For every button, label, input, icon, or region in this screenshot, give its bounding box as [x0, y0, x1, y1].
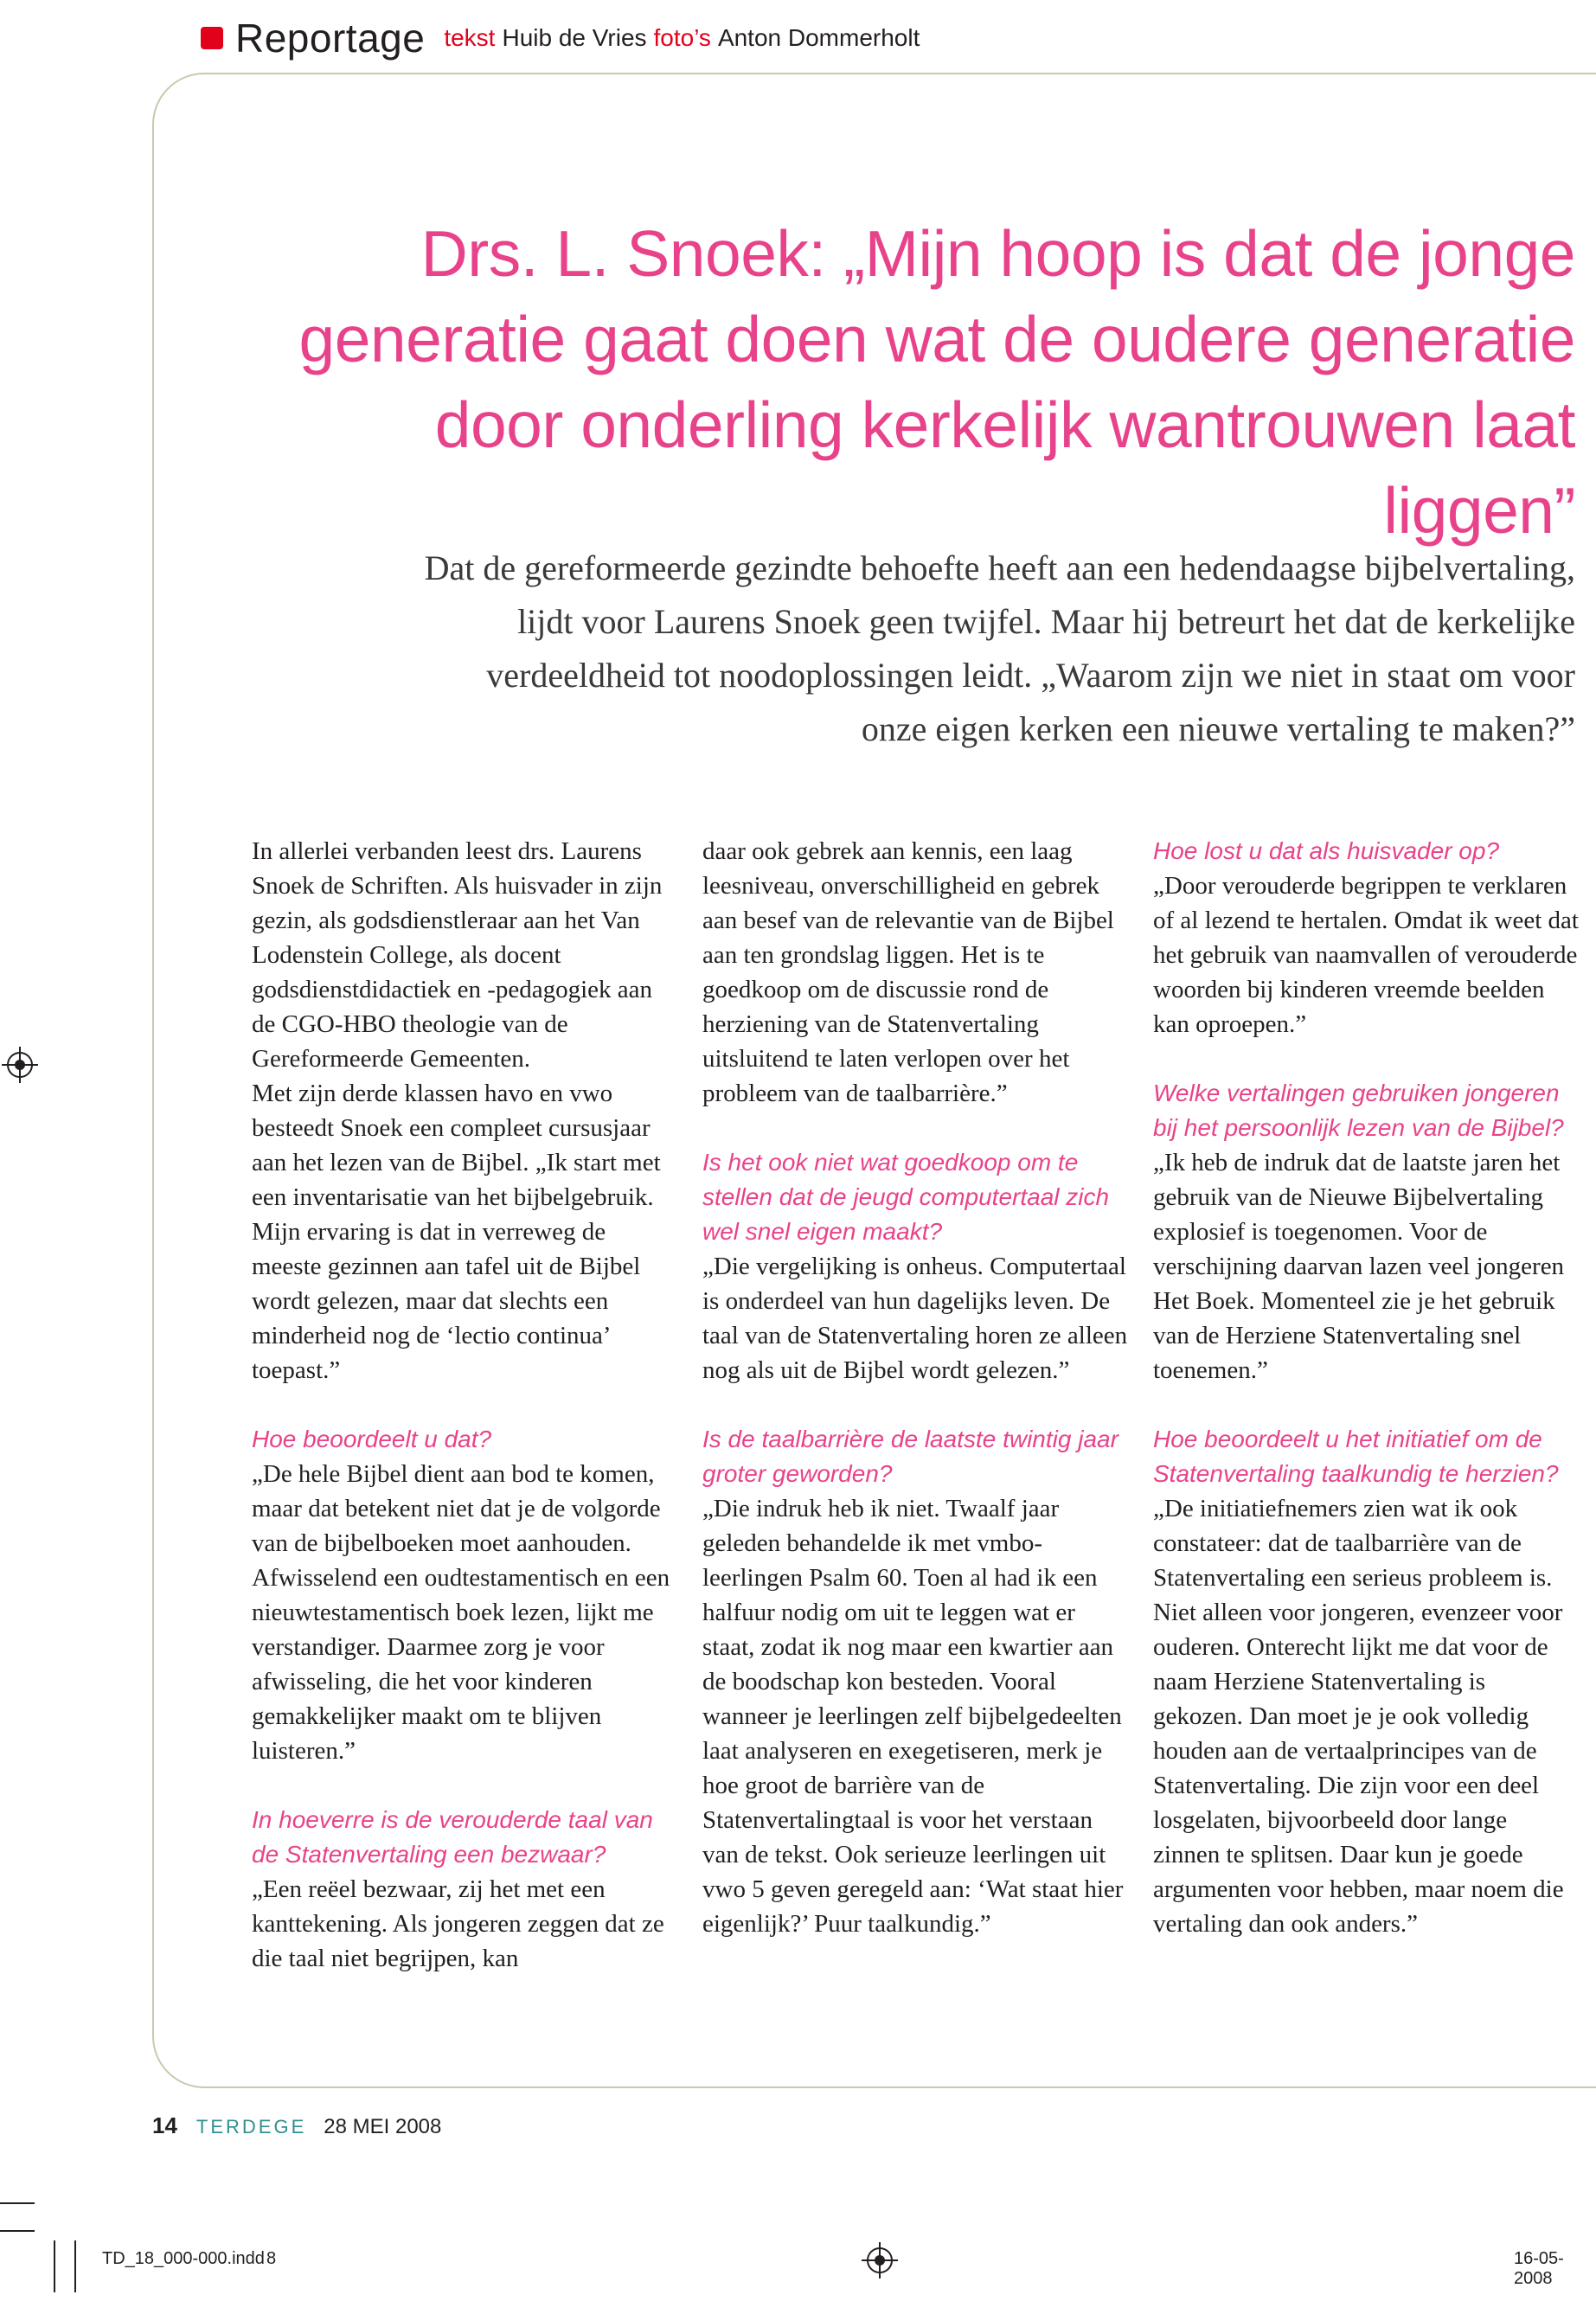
body-paragraph: daar ook gebrek aan kennis, een laag leesniveau, onverschilligheid en gebrek aan besef van de relevantie van de Bijbel aan ten grondslag liggen. Het is te goedkoop om de discussie rond de herziening van de Statenvertaling uitsluitend te laten verlopen over het probleem van de taalbarrière.”	[702, 837, 1114, 1107]
crop-mark	[74, 2240, 76, 2292]
page-number: 14	[152, 2112, 177, 2138]
slug-page: 8	[266, 2249, 277, 2268]
interview-answer: „De initiatiefnemers zien wat ik ook constateer: dat de taalbarrière van de Statenvertaling een serieus probleem is. Niet alleen voor jongeren, evenzeer voor ouderen. Onterecht lijkt me dat voor de naam Herziene Statenvertaling is gekozen. Dan moet je je ook volledig houden aan de vertaalprincipes van de Statenvertaling. Die zijn voor een deel losgelaten, bijvoorbeeld door lange zinnen te splitsen. Daar kun je goede argumenten voor hebben, maar noem die vertaling dan ook anders.”	[1153, 1495, 1564, 1938]
section-marker-icon	[201, 27, 223, 49]
body-column-3	[1153, 834, 1579, 1941]
interview-answer: „Die vergelijking is onheus. Computertaal is onderdeel van hun dagelijks leven. De taal van de Statenvertaling horen ze alleen nog als uit de Bijbel wordt gelezen.”	[702, 1253, 1128, 1384]
photo-credit-author: Anton Dommerholt	[717, 24, 920, 51]
registration-mark-icon	[867, 2247, 893, 2273]
text-credit-author: Huib de Vries	[502, 24, 647, 51]
slug-date: 16-05-2008	[1514, 2249, 1564, 2288]
body-column-2	[702, 834, 1128, 1941]
article-intro: Dat de gereformeerde gezindte behoefte heeft aan een hedendaagse bijbelvertaling, lijdt voor Laurens Snoek geen twijfel. Maar hij betreurt het dat de kerkelijke verdeeldheid tot noodoplossingen leidt. „Waarom zijn we niet in staat om voor onze eigen kerken een nieuwe vertaling te maken?”	[424, 548, 1575, 748]
photo-credit-label: foto’s	[653, 24, 711, 51]
interview-question: Hoe lost u dat als huisvader op?	[1153, 837, 1500, 864]
interview-question: Is het ook niet wat goedkoop om te stellen dat de jeugd computertaal zich wel snel eigen maakt?	[702, 1149, 1110, 1245]
issue-date: 28 MEI 2008	[324, 2115, 442, 2138]
interview-answer: „Een reëel bezwaar, zij het met een kanttekening. Als jongeren zeggen dat ze die taal niet begrijpen, kan	[252, 1875, 664, 1972]
body-paragraph: In allerlei verbanden leest drs. Laurens Snoek de Schriften. Als huisvader in zijn gezin, als godsdienstleraar aan het Van Lodenstein College, als docent godsdienstdidactiek en -pedagogiek aan de CGO-HBO theologie van de Gereformeerde Gemeenten.	[252, 837, 663, 1073]
registration-mark-icon	[7, 1052, 33, 1078]
interview-answer: „Door verouderde begrippen te verklaren of al lezend te hertalen. Omdat ik weet dat het gebruik van naamvallen of verouderde woorden bij kinderen vreemde beelden kan oproepen.”	[1153, 872, 1579, 1038]
slug-filename: TD_18_000-000.indd	[102, 2249, 265, 2268]
page-footer	[152, 2112, 441, 2144]
section-title: Reportage	[235, 16, 426, 61]
article-headline: Drs. L. Snoek: „Mijn hoop is dat de jonge generatie gaat doen wat de oudere generatie door onderling kerkelijk wantrouwen laat liggen”	[298, 217, 1575, 547]
interview-question: Welke vertalingen gebruiken jongeren bij het persoonlijk lezen van de Bijbel?	[1153, 1080, 1564, 1141]
section-header	[201, 12, 926, 64]
interview-question: Is de taalbarrière de laatste twintig jaar groter geworden?	[702, 1426, 1118, 1487]
body-paragraph: Met zijn derde klassen havo en vwo besteedt Snoek een compleet cursusjaar aan het lezen van de Bijbel. „Ik start met een inventarisatie van het bijbelgebruik. Mijn ervaring is dat in verreweg de meeste gezinnen aan tafel uit de Bijbel wordt gelezen, maar dat slechts een minderheid nog de ‘lectio continua’ toepast.”	[252, 1080, 661, 1384]
text-credit-label: tekst	[444, 24, 496, 51]
interview-answer: „De hele Bijbel dient aan bod te komen, maar dat betekent niet dat je de volgorde van de bijbelboeken moet aanhouden. Afwisselend een oudtestamentisch en een nieuwtestamentisch boek lezen, lijkt me verstandiger. Daarmee zorg je voor afwisseling, die het voor kinderen gemakkelijker maakt om te blijven luisteren.”	[252, 1460, 670, 1765]
crop-mark	[0, 2230, 35, 2232]
interview-answer: „Die indruk heb ik niet. Twaalf jaar geleden behandelde ik met vmboleerlingen Psalm 60. Toen al had ik een halfuur nodig om uit te leggen wat er staat, zodat ik nog maar een kwartier aan de boodschap kon besteden. Vooral wanneer je leerlingen zelf bijbelgedeelten laat analyseren en exegetiseren, merk je hoe groot de barrière van de Statenvertalingtaal is voor het verstaan van de tekst. Ook serieuze leerlingen uit vwo 5 geven geregeld aan: ‘Wat staat hier eigenlijk?’ Puur taalkundig.”	[702, 1495, 1124, 1938]
magazine-name: TERDEGE	[195, 2116, 307, 2138]
crop-mark	[0, 2202, 35, 2204]
interview-question: Hoe beoordeelt u het initiatief om de Statenvertaling taalkundig te herzien?	[1153, 1426, 1559, 1487]
interview-answer: „Ik heb de indruk dat de laatste jaren het gebruik van de Nieuwe Bijbelvertaling explosief is toegenomen. Voor de verschijning daarvan lazen veel jongeren Het Boek. Momenteel zie je het gebruik van de Herziene Statenvertaling snel toenemen.”	[1153, 1149, 1565, 1384]
interview-question: In hoeverre is de verouderde taal van de Statenvertaling een bezwaar?	[252, 1806, 653, 1868]
crop-mark	[54, 2240, 55, 2292]
body-column-1	[252, 834, 677, 1976]
interview-question: Hoe beoordeelt u dat?	[252, 1426, 492, 1452]
